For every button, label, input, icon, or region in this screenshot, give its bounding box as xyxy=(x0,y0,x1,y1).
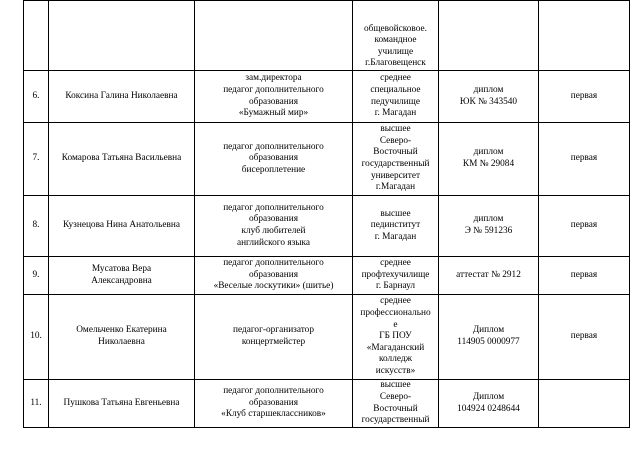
cell-category: первая xyxy=(539,295,630,380)
education-line: Северо- xyxy=(379,135,412,146)
education-line: училище xyxy=(377,46,414,57)
table-row xyxy=(24,1,630,71)
cell-position xyxy=(195,196,353,257)
education-line: профтехучилище xyxy=(361,269,430,280)
position-line: бисероплетение xyxy=(241,164,306,175)
position-line: «Клуб старшеклассников» xyxy=(221,409,326,420)
cell-name xyxy=(49,295,195,380)
education-line: колледж xyxy=(378,354,412,365)
cell-document xyxy=(439,257,539,295)
education-line: государственный xyxy=(361,415,430,426)
position-line: педагог дополнительного xyxy=(223,84,324,95)
education-line: г.Благовещенск xyxy=(365,58,426,69)
cell-education xyxy=(353,1,439,71)
education-line: искусств» xyxy=(375,365,416,376)
cell-education xyxy=(353,196,439,257)
cell-name xyxy=(49,380,195,428)
position-line: концертмейстер xyxy=(241,337,306,347)
cell-education xyxy=(353,71,439,123)
cell-document xyxy=(439,380,539,428)
cell-position xyxy=(195,71,353,123)
document-line: 114905 0000977 xyxy=(457,337,520,347)
cell-num: 10. xyxy=(24,295,49,380)
education-line: среднее xyxy=(380,258,411,269)
education-line: г.Магадан xyxy=(375,182,416,193)
position-line: зам.директора xyxy=(245,73,302,84)
cell-category: первая xyxy=(539,71,630,123)
name-line: Кузнецова Нина Анатольевна xyxy=(63,220,180,231)
table-row xyxy=(24,380,630,428)
document-line: Э № 591236 xyxy=(464,226,513,236)
education-line: среднее xyxy=(380,73,411,84)
position-line: педагог дополнительного xyxy=(223,202,324,213)
cell-education xyxy=(353,257,439,295)
education-line: высшее xyxy=(380,124,411,135)
position-line: образования xyxy=(248,96,299,107)
education-line: г. Барнаул xyxy=(375,281,416,292)
table-row xyxy=(24,257,630,295)
cell-category: первая xyxy=(539,196,630,257)
staff-table xyxy=(23,0,630,428)
education-line: среднее xyxy=(380,296,411,307)
cell-education xyxy=(353,123,439,196)
name-line: Комарова Татьяна Васильевна xyxy=(61,153,182,164)
education-line: е xyxy=(393,319,398,330)
cell-name xyxy=(49,1,195,71)
cell-num xyxy=(24,1,49,71)
cell-num: 6. xyxy=(24,71,49,123)
education-line: общевойсковое. xyxy=(364,23,427,34)
cell-document xyxy=(439,123,539,196)
education-line: ГБ ПОУ xyxy=(379,331,412,342)
name-line: Мусатова Вера xyxy=(91,263,152,274)
position-line: «Веселые лоскутики» (шитье) xyxy=(213,281,334,292)
education-line: «Магаданский xyxy=(366,342,425,353)
cell-name xyxy=(49,123,195,196)
cell-document xyxy=(439,196,539,257)
education-line: высшее xyxy=(380,380,411,391)
cell-category: первая xyxy=(539,257,630,295)
document-line: 104924 0248644 xyxy=(457,403,520,414)
cell-category xyxy=(539,380,630,428)
document-line: ЮК № 343540 xyxy=(459,96,518,107)
education-line: г. Магадан xyxy=(374,108,417,119)
education-line: пединститут xyxy=(370,220,421,231)
cell-category: первая xyxy=(539,123,630,196)
position-line: педагог дополнительного xyxy=(223,141,324,152)
table-row xyxy=(24,295,630,380)
cell-document xyxy=(439,1,539,71)
cell-position xyxy=(195,295,353,380)
education-line: педучилище xyxy=(371,96,420,107)
education-line: высшее xyxy=(380,208,411,219)
name-line: Александровна xyxy=(91,275,152,286)
cell-num: 11. xyxy=(24,380,49,428)
cell-num: 7. xyxy=(24,123,49,196)
name-line: Пушкова Татьяна Евгеньевна xyxy=(63,397,180,408)
cell-position xyxy=(195,1,353,71)
cell-num: 9. xyxy=(24,257,49,295)
position-line: «Бумажный мир» xyxy=(238,108,309,119)
document-line: диплом xyxy=(473,214,504,225)
name-line: Омельченко Екатерина xyxy=(76,325,167,336)
education-line: профессионально xyxy=(360,308,431,319)
name-line: Коксина Галина Николаевна xyxy=(65,90,178,101)
table-row xyxy=(24,196,630,257)
cell-position xyxy=(195,257,353,295)
staff-table-body xyxy=(24,1,630,428)
cell-category xyxy=(539,1,630,71)
cell-position xyxy=(195,123,353,196)
position-line: педагог дополнительного xyxy=(223,386,324,397)
cell-document xyxy=(439,295,539,380)
document-line: аттестат № 2912 xyxy=(456,269,521,280)
cell-document xyxy=(439,71,539,123)
document-line: Диплом xyxy=(472,325,505,336)
cell-name xyxy=(49,257,195,295)
document-line: диплом xyxy=(473,147,504,158)
position-line: образования xyxy=(248,397,299,408)
position-line: образования xyxy=(248,269,299,280)
cell-name xyxy=(49,71,195,123)
cell-num: 8. xyxy=(24,196,49,257)
position-line: педагог-организатор xyxy=(233,325,314,336)
position-line: английского языка xyxy=(236,237,311,248)
education-line: командное xyxy=(374,35,417,46)
cell-position xyxy=(195,380,353,428)
table-row xyxy=(24,123,630,196)
cell-education xyxy=(353,380,439,428)
cell-education xyxy=(353,295,439,380)
position-line: образования xyxy=(248,214,299,225)
cell-name xyxy=(49,196,195,257)
document-line: Диплом xyxy=(472,391,505,402)
document-line: КМ № 29084 xyxy=(462,159,515,169)
education-line: университет xyxy=(370,170,421,181)
education-line: Восточный xyxy=(373,403,418,414)
education-line: г. Магадан xyxy=(374,231,417,242)
education-line: государственный xyxy=(361,159,430,169)
position-line: образования xyxy=(248,153,299,164)
education-line: специальное xyxy=(370,84,421,95)
position-line: клуб любителей xyxy=(241,226,306,236)
document-line: диплом xyxy=(473,84,504,95)
position-line: педагог дополнительного xyxy=(223,258,324,269)
table-row xyxy=(24,71,630,123)
education-line: Северо- xyxy=(379,391,412,402)
name-line: Николаевна xyxy=(98,337,145,347)
education-line: Восточный xyxy=(373,147,418,158)
